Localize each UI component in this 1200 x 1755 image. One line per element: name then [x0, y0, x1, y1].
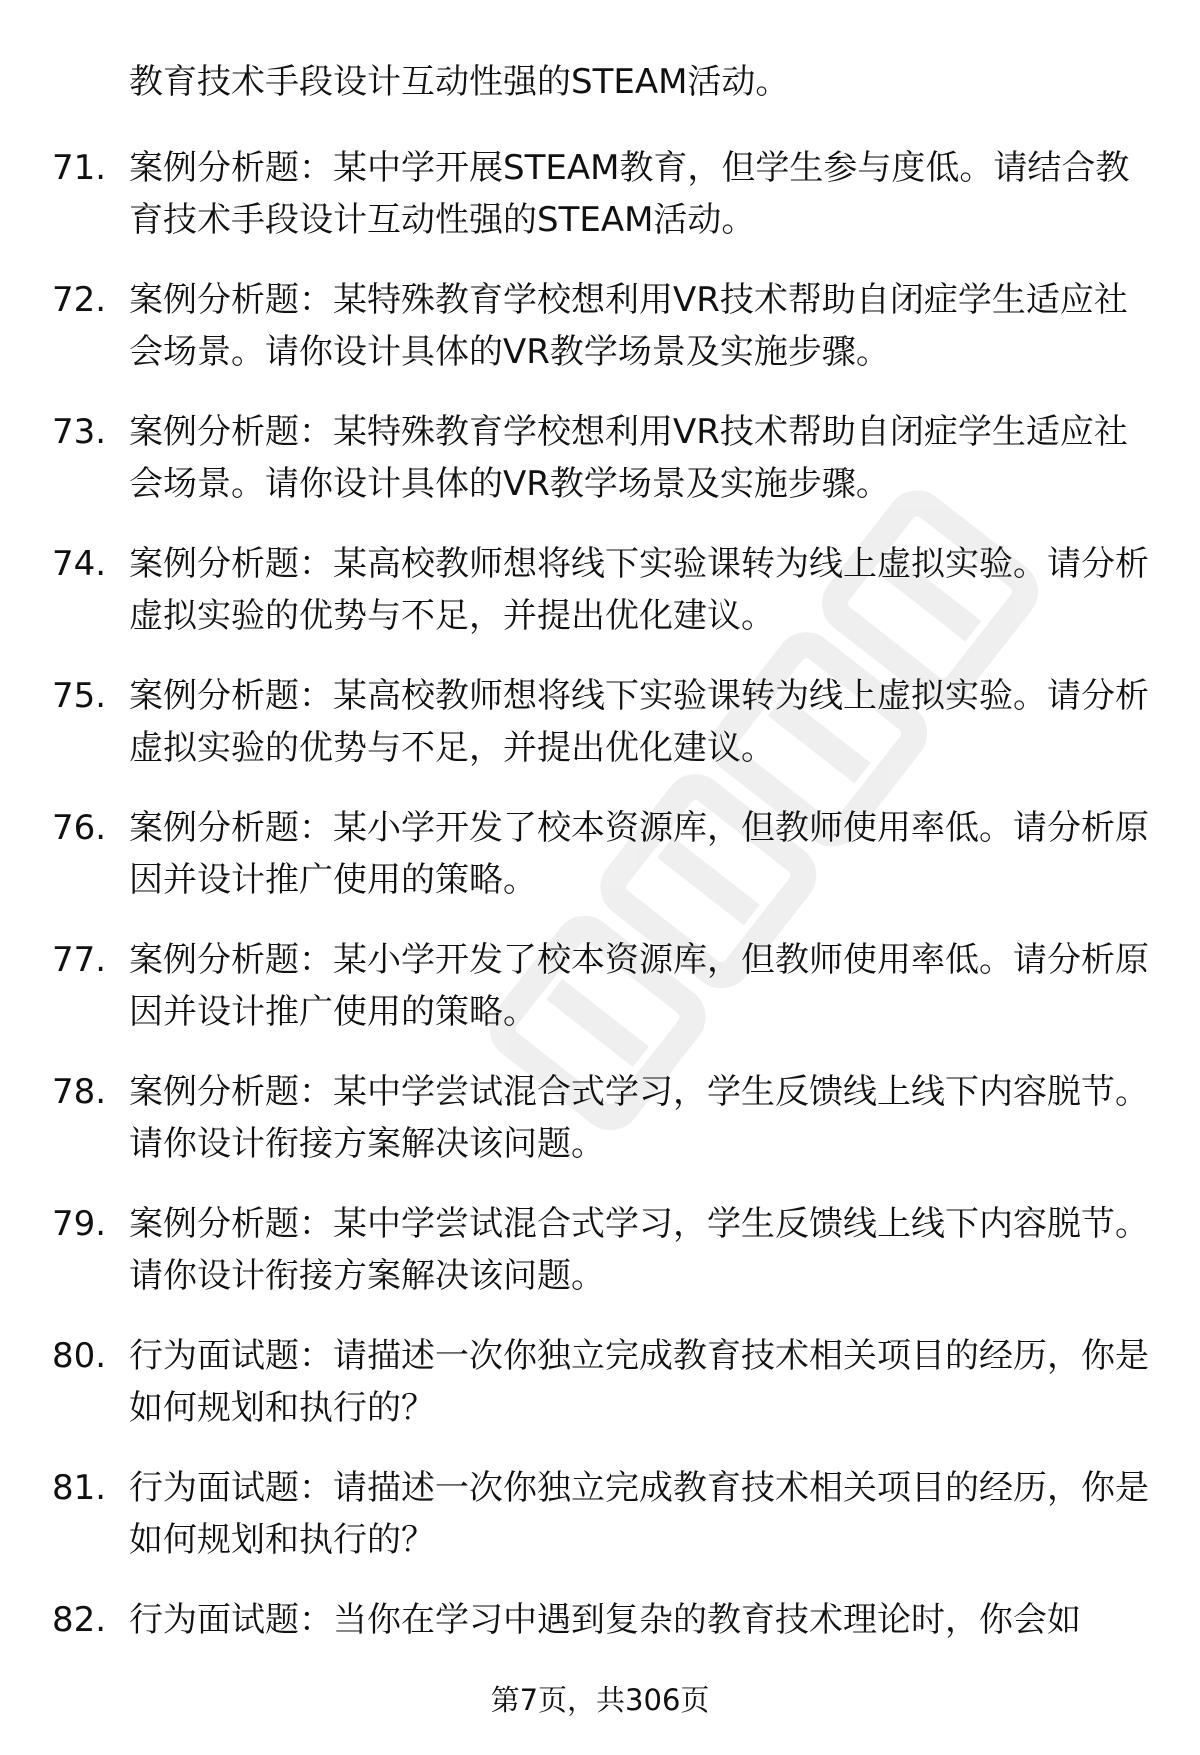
- question-text: 行为面试题：当你在学习中遇到复杂的教育技术理论时，你会如: [129, 1600, 1081, 1640]
- question-list: [0, 142, 1200, 1726]
- question-item: [0, 934, 1200, 1066]
- question-number: 76.: [52, 808, 107, 848]
- question-item: [0, 1066, 1200, 1198]
- question-item: [0, 1462, 1200, 1594]
- question-text: 行为面试题：请描述一次你独立完成教育技术相关项目的经历，你是如何规划和执行的？: [129, 1336, 1149, 1428]
- question-number: 75.: [52, 676, 107, 716]
- question-item: [0, 406, 1200, 538]
- question-text: 案例分析题：某中学尝试混合式学习，学生反馈线上线下内容脱节。请你设计衔接方案解决该问题。: [129, 1072, 1149, 1164]
- question-number: 73.: [52, 412, 107, 452]
- question-text: 案例分析题：某小学开发了校本资源库，但教师使用率低。请分析原因并设计推广使用的策略。: [129, 940, 1149, 1032]
- question-text: 案例分析题：某中学尝试混合式学习，学生反馈线上线下内容脱节。请你设计衔接方案解决该问题。: [129, 1204, 1149, 1296]
- question-item: [0, 142, 1200, 274]
- question-number: 82.: [52, 1600, 107, 1640]
- question-text: 案例分析题：某高校教师想将线下实验课转为线上虚拟实验。请分析虚拟实验的优势与不足，并提出优化建议。: [129, 544, 1149, 636]
- question-number: 72.: [52, 280, 107, 320]
- page-footer: 第7页，共306页: [490, 1683, 710, 1717]
- question-item: [0, 802, 1200, 934]
- question-number: 78.: [52, 1072, 107, 1112]
- question-item: [0, 1198, 1200, 1330]
- question-number: 77.: [52, 940, 107, 980]
- question-item: [0, 538, 1200, 670]
- question-number: 74.: [52, 544, 107, 584]
- question-text: 案例分析题：某小学开发了校本资源库，但教师使用率低。请分析原因并设计推广使用的策略。: [129, 808, 1149, 900]
- question-number: 81.: [52, 1468, 107, 1508]
- question-number: 71.: [52, 148, 107, 188]
- question-item: [0, 274, 1200, 406]
- continuation-text: 教育技术手段设计互动性强的STEAM活动。: [129, 62, 790, 102]
- question-number: 80.: [52, 1336, 107, 1376]
- question-text: 行为面试题：请描述一次你独立完成教育技术相关项目的经历，你是如何规划和执行的？: [129, 1468, 1149, 1560]
- question-text: 案例分析题：某特殊教育学校想利用VR技术帮助自闭症学生适应社会场景。请你设计具体的VR教学场景及实施步骤。: [129, 280, 1128, 372]
- question-text: 案例分析题：某高校教师想将线下实验课转为线上虚拟实验。请分析虚拟实验的优势与不足，并提出优化建议。: [129, 676, 1149, 768]
- question-number: 79.: [52, 1204, 107, 1244]
- question-item: [0, 670, 1200, 802]
- question-text: 案例分析题：某特殊教育学校想利用VR技术帮助自闭症学生适应社会场景。请你设计具体的VR教学场景及实施步骤。: [129, 412, 1128, 504]
- question-item: [0, 1330, 1200, 1462]
- question-text: 案例分析题：某中学开展STEAM教育，但学生参与度低。请结合教育技术手段设计互动性强的STEAM活动。: [129, 148, 1130, 240]
